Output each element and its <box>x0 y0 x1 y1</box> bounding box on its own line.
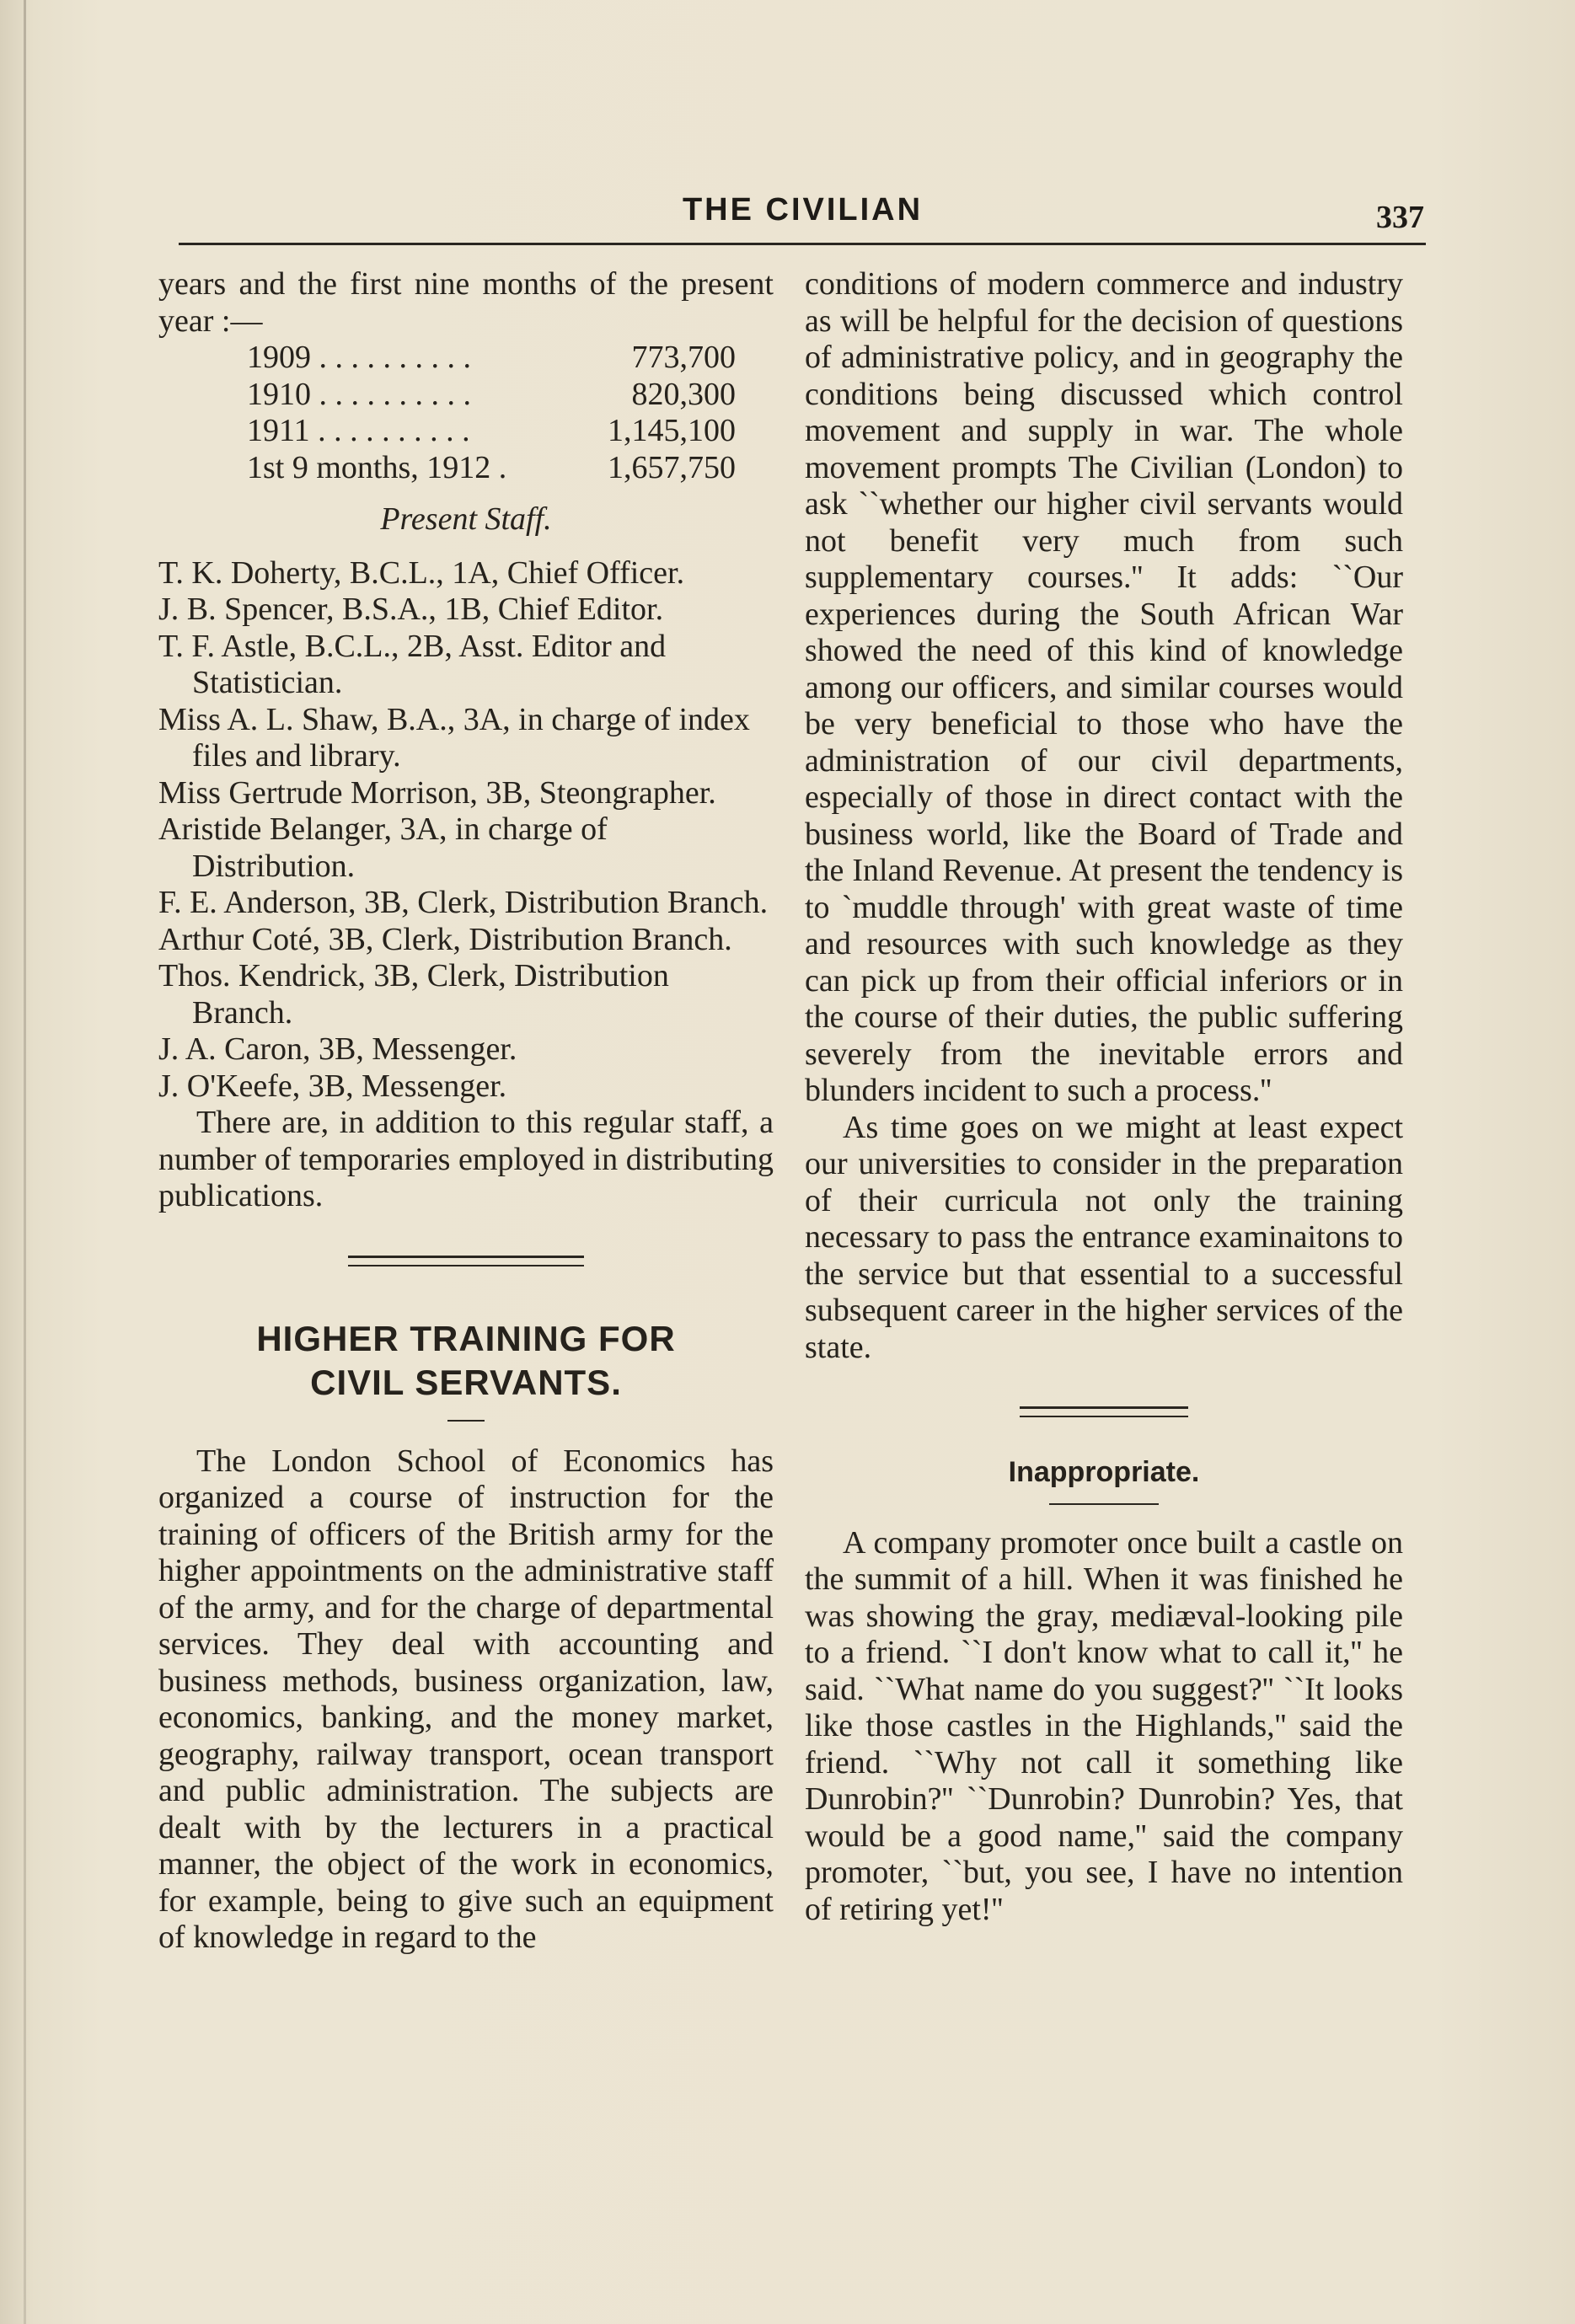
running-header <box>181 187 1424 238</box>
staff-item: J. O'Keefe, 3B, Messenger. <box>158 1068 507 1104</box>
header-rule <box>179 243 1426 245</box>
figure-year: 1st 9 months, 1912 . <box>247 449 507 485</box>
staff-item: Aristide Belanger, 3A, in charge of Distribution. <box>158 811 608 884</box>
right-column <box>805 266 1403 1928</box>
figure-row <box>247 377 774 414</box>
staff-heading: Present Staff. <box>380 501 552 537</box>
section-heading-line-1: HIGHER TRAINING FOR <box>256 1318 676 1358</box>
anecdote-heading-underline <box>1049 1503 1159 1505</box>
figure-year: 1910 . . . . . . . . . . <box>247 376 471 412</box>
figure-row <box>247 413 774 450</box>
figures-table <box>158 340 774 486</box>
staff-note: There are, in addition to this regular staff, a number of temporaries employed in distributing publications. <box>158 1105 774 1213</box>
figure-year: 1909 . . . . . . . . . . <box>247 340 471 375</box>
left-column <box>158 266 774 1957</box>
page-spine-shadow <box>24 0 26 2324</box>
section-body: The London School of Economics has organized a course of instruction for the training of officers of the British army for the higher appointments on the administrative staff of the army, and for the charge of departmental services. They deal with accounting and business methods, business organization, law, economics, banking, and the money market, geography, railway transport, ocean transport and public administration. The subjects are dealt with by the lecturers in a practical manner, the object of the work in economics, for example, being to give such an equipment of knowledge in regard to the <box>158 1443 774 1955</box>
closing-paragraph: As time goes on we might at least expect our universities to consider in the preparation of their curricula not only the training necessary to pass the entrance examinaitons to the service but that essential to a successful subsequent career in the higher services of the state. <box>805 1109 1403 1365</box>
figure-year: 1911 . . . . . . . . . . <box>247 413 470 448</box>
section-heading-line-2: CIVIL SERVANTS. <box>310 1362 622 1402</box>
section-divider-ornament <box>348 1256 584 1266</box>
staff-list <box>158 555 774 1106</box>
figure-value: 1,145,100 <box>608 413 736 448</box>
staff-item: J. B. Spencer, B.S.A., 1B, Chief Editor. <box>158 592 664 627</box>
figure-row <box>247 450 774 487</box>
figure-value: 773,700 <box>631 340 736 375</box>
staff-item: T. F. Astle, B.C.L., 2B, Asst. Editor and Statistician. <box>158 628 667 700</box>
figure-value: 1,657,750 <box>608 449 736 485</box>
staff-item: Thos. Kendrick, 3B, Clerk, Distribution Branch. <box>158 958 669 1031</box>
continued-paragraph: conditions of modern commerce and industry as will be helpful for the decision of questions of administrative policy, and in geography the conditions being discussed which control movement and supply in war. The whole movement prompts The Civilian (London) to ask ``whether our higher civil servants would not benefit very much from such supplementary courses.'' It adds: ``Our experiences during the South African War showed the need of this kind of knowledge among our officers, and similar courses would be very beneficial to those who have the administration of our civil departments, especially of those in direct contact with the business world, like the Board of Trade and the Inland Revenue. At present the tendency is to `muddle through' with great waste of time and resources with such knowledge as they can pick up from their official inferiors or in the course of their duties, the public suffering severely from the inevitable errors and blunders incident to such a process.'' <box>805 266 1403 1108</box>
figure-value: 820,300 <box>631 376 736 412</box>
staff-item: Miss Gertrude Morrison, 3B, Steongrapher. <box>158 774 716 811</box>
intro-text: years and the first nine months of the present year :— <box>158 266 774 339</box>
figure-row <box>247 340 774 377</box>
anecdote-text: A company promoter once built a castle on the summit of a hill. When it was finished he was showing the gray, mediæval-looking pile to a friend. ``I don't know what to call it,'' he said. ``What name do you suggest?'' ``It looks like those castles in the Highlands,'' said the friend. ``Why not call it something like Dunrobin?'' ``Dunrobin? Dunrobin? Yes, that would be a good name,'' said the company promoter, ``but, you see, I have no intention of retiring yet!'' <box>805 1524 1403 1927</box>
section-divider-ornament <box>1020 1406 1188 1417</box>
page-number: 337 <box>1376 200 1424 235</box>
staff-item: F. E. Anderson, 3B, Clerk, Distribution Branch. <box>158 885 769 920</box>
staff-item: T. K. Doherty, B.C.L., 1A, Chief Officer. <box>158 554 685 591</box>
staff-item: Arthur Coté, 3B, Clerk, Distribution Branch. <box>158 921 732 957</box>
staff-item: J. A. Caron, 3B, Messenger. <box>158 1031 517 1067</box>
anecdote-heading: Inappropriate. <box>1008 1456 1200 1488</box>
running-title: THE CIVILIAN <box>682 192 924 228</box>
heading-underline <box>447 1420 485 1422</box>
staff-item: Miss A. L. Shaw, B.A., 3A, in charge of index files and library. <box>158 701 750 774</box>
